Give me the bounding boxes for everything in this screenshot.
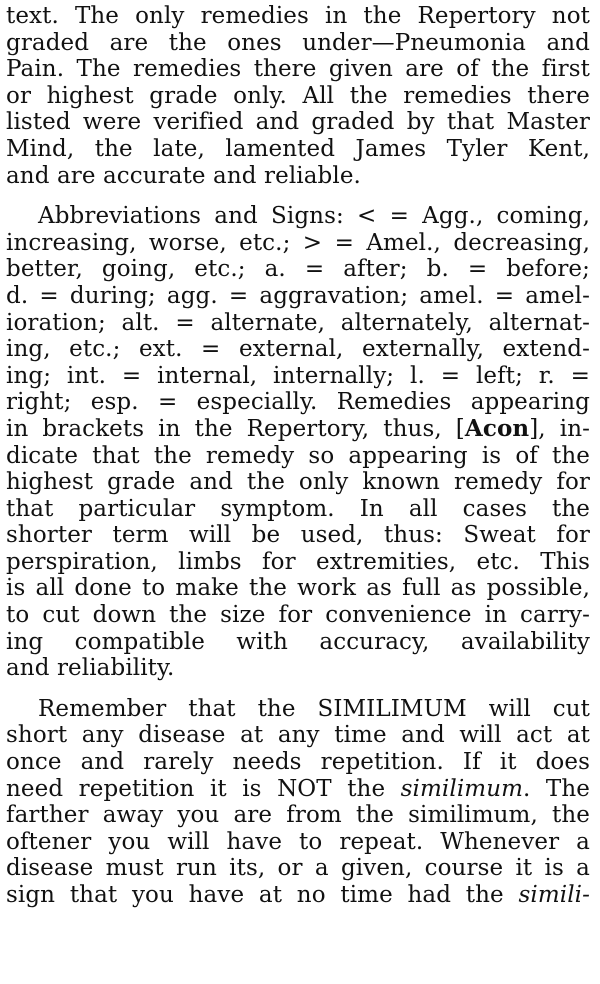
paragraph-gap bbox=[6, 682, 590, 696]
remedy-acon-bold: Acon bbox=[464, 414, 530, 442]
text-line: dicate that the remedy so appearing is of the bbox=[6, 442, 590, 469]
text-line: ioration; alt. = alternate, alternately, alternat- bbox=[6, 309, 590, 336]
text-line: to cut down the size for convenience in carry- bbox=[6, 602, 590, 629]
text-line-start: need repetition it is NOT the bbox=[6, 775, 401, 802]
text-line: graded are the ones under—Pneumonia and bbox=[6, 29, 590, 56]
text-line bbox=[6, 416, 590, 443]
text-line-start: in brackets in the Repertory, thus, [ bbox=[6, 415, 465, 442]
text-line: better, going, etc.; a. = after; b. = before; bbox=[6, 256, 590, 283]
text-line: increasing, worse, etc.; > = Amel., decreasing, bbox=[6, 229, 590, 256]
text-line: farther away you are from the similimum, the bbox=[6, 802, 590, 829]
text-line: highest grade and the only known remedy for bbox=[6, 469, 590, 496]
text-line: Abbreviations and Signs: < = Agg., coming, bbox=[38, 203, 590, 230]
text-line: or highest grade only. All the remedies there bbox=[6, 82, 590, 109]
text-line: Remember that the SIMILIMUM will cut bbox=[38, 695, 590, 722]
paragraph-similimum bbox=[6, 696, 590, 909]
text-line bbox=[6, 882, 590, 909]
text-line: once and rarely needs repetition. If it does bbox=[6, 749, 590, 776]
text-line: disease must run its, or a given, course it is a bbox=[6, 855, 590, 882]
paragraph-repertory-grading bbox=[6, 3, 590, 189]
text-line: ing; int. = internal, internally; l. = left; r. = bbox=[6, 362, 590, 389]
text-line: that particular symptom. In all cases the bbox=[6, 495, 590, 522]
text-line: and reliability. bbox=[6, 655, 175, 682]
text-line: ing compatible with accuracy, availability bbox=[6, 628, 590, 655]
paragraph-abbreviations bbox=[6, 203, 590, 682]
text-line-end: . The bbox=[523, 775, 590, 802]
text-line: d. = during; agg. = aggravation; amel. = amel- bbox=[6, 282, 590, 309]
text-line: is all done to make the work as full as possible, bbox=[6, 575, 590, 602]
text-line: oftener you will have to repeat. Whenever a bbox=[6, 828, 590, 855]
similimum-italic: similimum bbox=[400, 775, 524, 802]
text-line: text. The only remedies in the Repertory not bbox=[6, 3, 590, 29]
text-line bbox=[6, 776, 590, 803]
text-line-end: ], in- bbox=[529, 415, 590, 442]
text-line: perspiration, limbs for extremities, etc. This bbox=[6, 548, 590, 575]
text-line: shorter term will be used, thus: Sweat for bbox=[6, 522, 590, 549]
paragraph-gap bbox=[6, 189, 590, 203]
text-line: and are accurate and reliable. bbox=[6, 162, 361, 189]
text-line: Mind, the late, lamented James Tyler Kent, bbox=[6, 135, 590, 162]
text-line: short any disease at any time and will act at bbox=[6, 722, 590, 749]
simili-italic: simili- bbox=[518, 882, 590, 908]
text-line: Pain. The remedies there given are of the first bbox=[6, 56, 590, 83]
text-line: listed were verified and graded by that Master bbox=[6, 109, 590, 136]
text-line: right; esp. = especially. Remedies appearing bbox=[6, 389, 590, 416]
text-line: ing, etc.; ext. = external, externally, extend- bbox=[6, 336, 590, 363]
text-line-start: sign that you have at no time had the bbox=[6, 882, 519, 908]
